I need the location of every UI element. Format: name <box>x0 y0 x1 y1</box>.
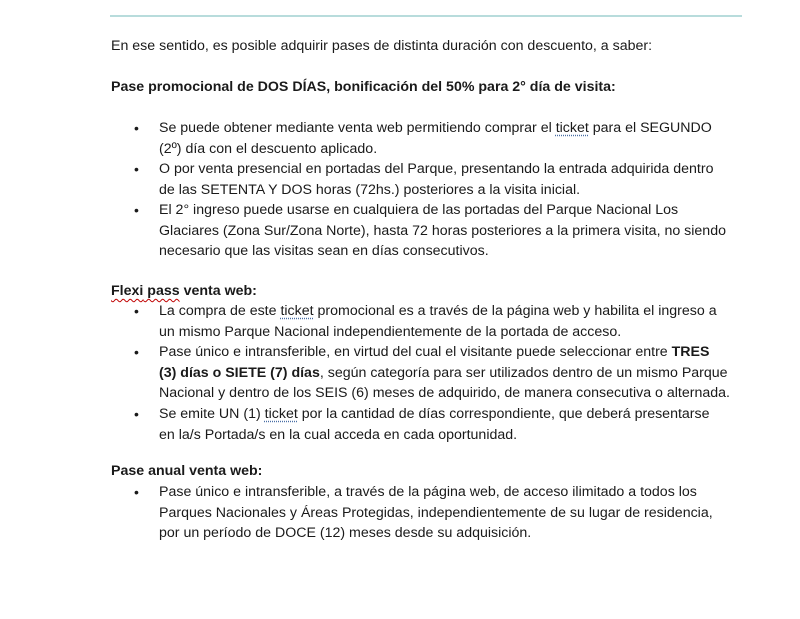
section-heading-pase-anual: Pase anual venta web: <box>111 463 263 479</box>
section-heading-flexi-pass: Flexi pass venta web: <box>111 283 257 299</box>
ticket-word: ticket <box>555 120 589 136</box>
bullet-icon: • <box>134 406 139 422</box>
bullet-icon: • <box>134 344 139 360</box>
bullet-icon: • <box>134 202 139 218</box>
ticket-word: ticket <box>280 303 314 319</box>
intro-paragraph: En ese sentido, es posible adquirir pases de distinta duración con descuento, a saber: <box>111 38 653 54</box>
header-rule <box>110 15 742 17</box>
section-heading-dos-dias: Pase promocional de DOS DÍAS, bonificación del 50% para 2° día de visita: <box>111 79 616 95</box>
bullet-icon: • <box>134 161 139 177</box>
bullet-icon: • <box>134 303 139 319</box>
bullet-icon: • <box>134 120 139 136</box>
ticket-word: ticket <box>264 406 298 422</box>
bullet-icon: • <box>134 484 139 500</box>
